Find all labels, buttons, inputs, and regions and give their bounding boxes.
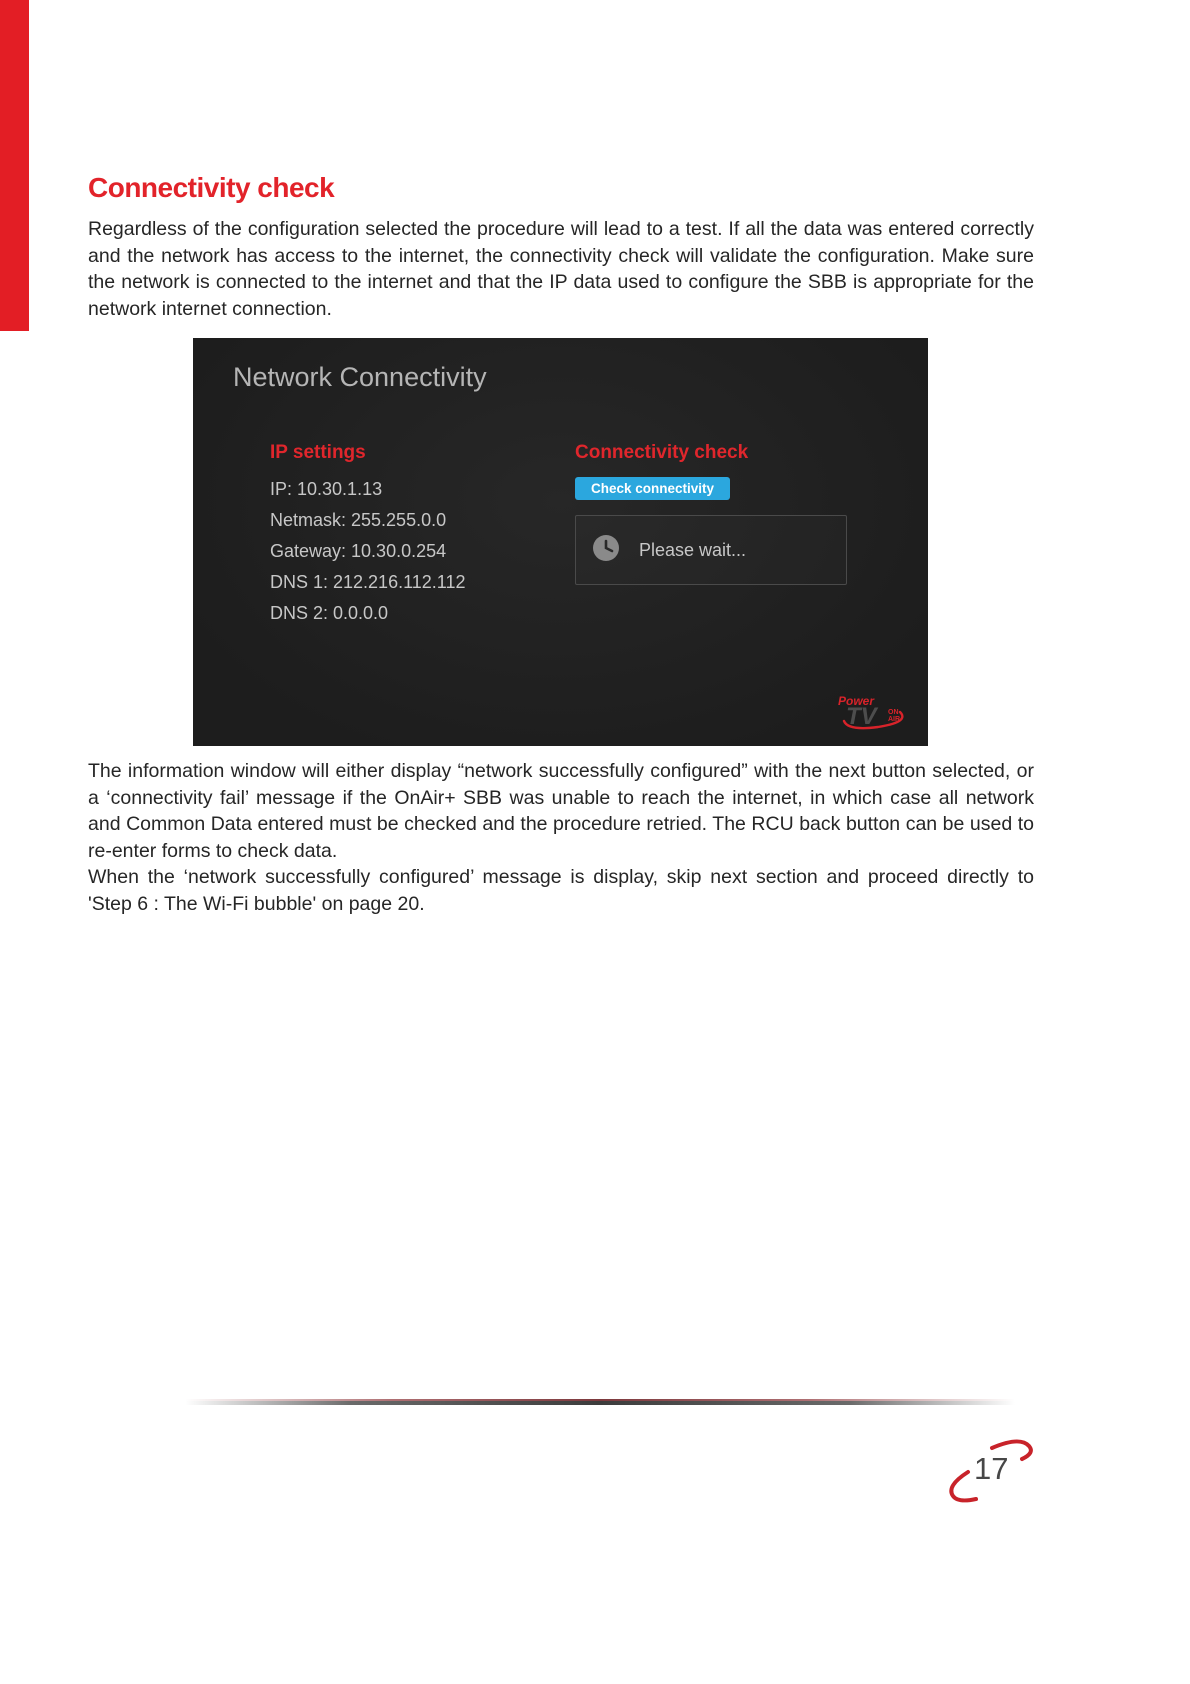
please-wait-panel [575,515,847,585]
ip-settings-heading: IP settings [270,442,366,463]
page-number: 17 [974,1451,1009,1486]
powertv-logo [836,694,914,738]
tv-screen-title: Network Connectivity [233,362,487,392]
body-copy [88,758,1034,917]
logo-onair-text: ON AIR [888,709,901,723]
please-wait-text: Please wait... [639,539,747,560]
ip-settings-panel [270,442,465,629]
result-paragraph: The information window will either display “network successfully configured” with the next button selected, or a ‘connectivity fail’ message if the OnAir+ SBB was unable to reach the internet, in which case all network and Common Data entered must be checked and the procedure retried. The RCU back button can be used to re-enter forms to check data. [88,760,1034,862]
footer-divider [185,1399,1015,1405]
left-accent-bar [0,0,29,331]
intro-paragraph: Regardless of the configuration selected the procedure will lead to a test. If all the data was entered correctly and the network has access to the internet, the connectivity check will validate the configuration. Make sure the network is connected to the internet and that the IP data used to configure the SBB is appropriate for the network internet connection. [88,218,1034,320]
dns2-line: DNS 2: 0.0.0.0 [270,603,389,623]
check-connectivity-button[interactable]: Check connectivity [575,477,730,500]
section-title: Connectivity check [88,172,335,203]
logo-power-text: Power [838,694,875,708]
network-connectivity-screenshot [193,338,928,746]
page-number-block [932,1436,1042,1508]
dns1-line: DNS 1: 212.216.112.112 [270,572,466,592]
netmask-line: Netmask: 255.255.0.0 [270,510,447,530]
logo-tv-text: TV [846,703,877,730]
next-step-paragraph: When the ‘network successfully configured’ message is display, skip next section and proceed directly to 'Step 6 : The Wi-Fi bubble' on page 20. [88,866,1034,915]
connectivity-check-heading: Connectivity check [575,442,749,463]
clock-icon [591,533,621,568]
gateway-line: Gateway: 10.30.0.254 [270,541,447,561]
connectivity-check-panel [575,442,875,585]
ip-address-line: IP: 10.30.1.13 [270,479,383,499]
